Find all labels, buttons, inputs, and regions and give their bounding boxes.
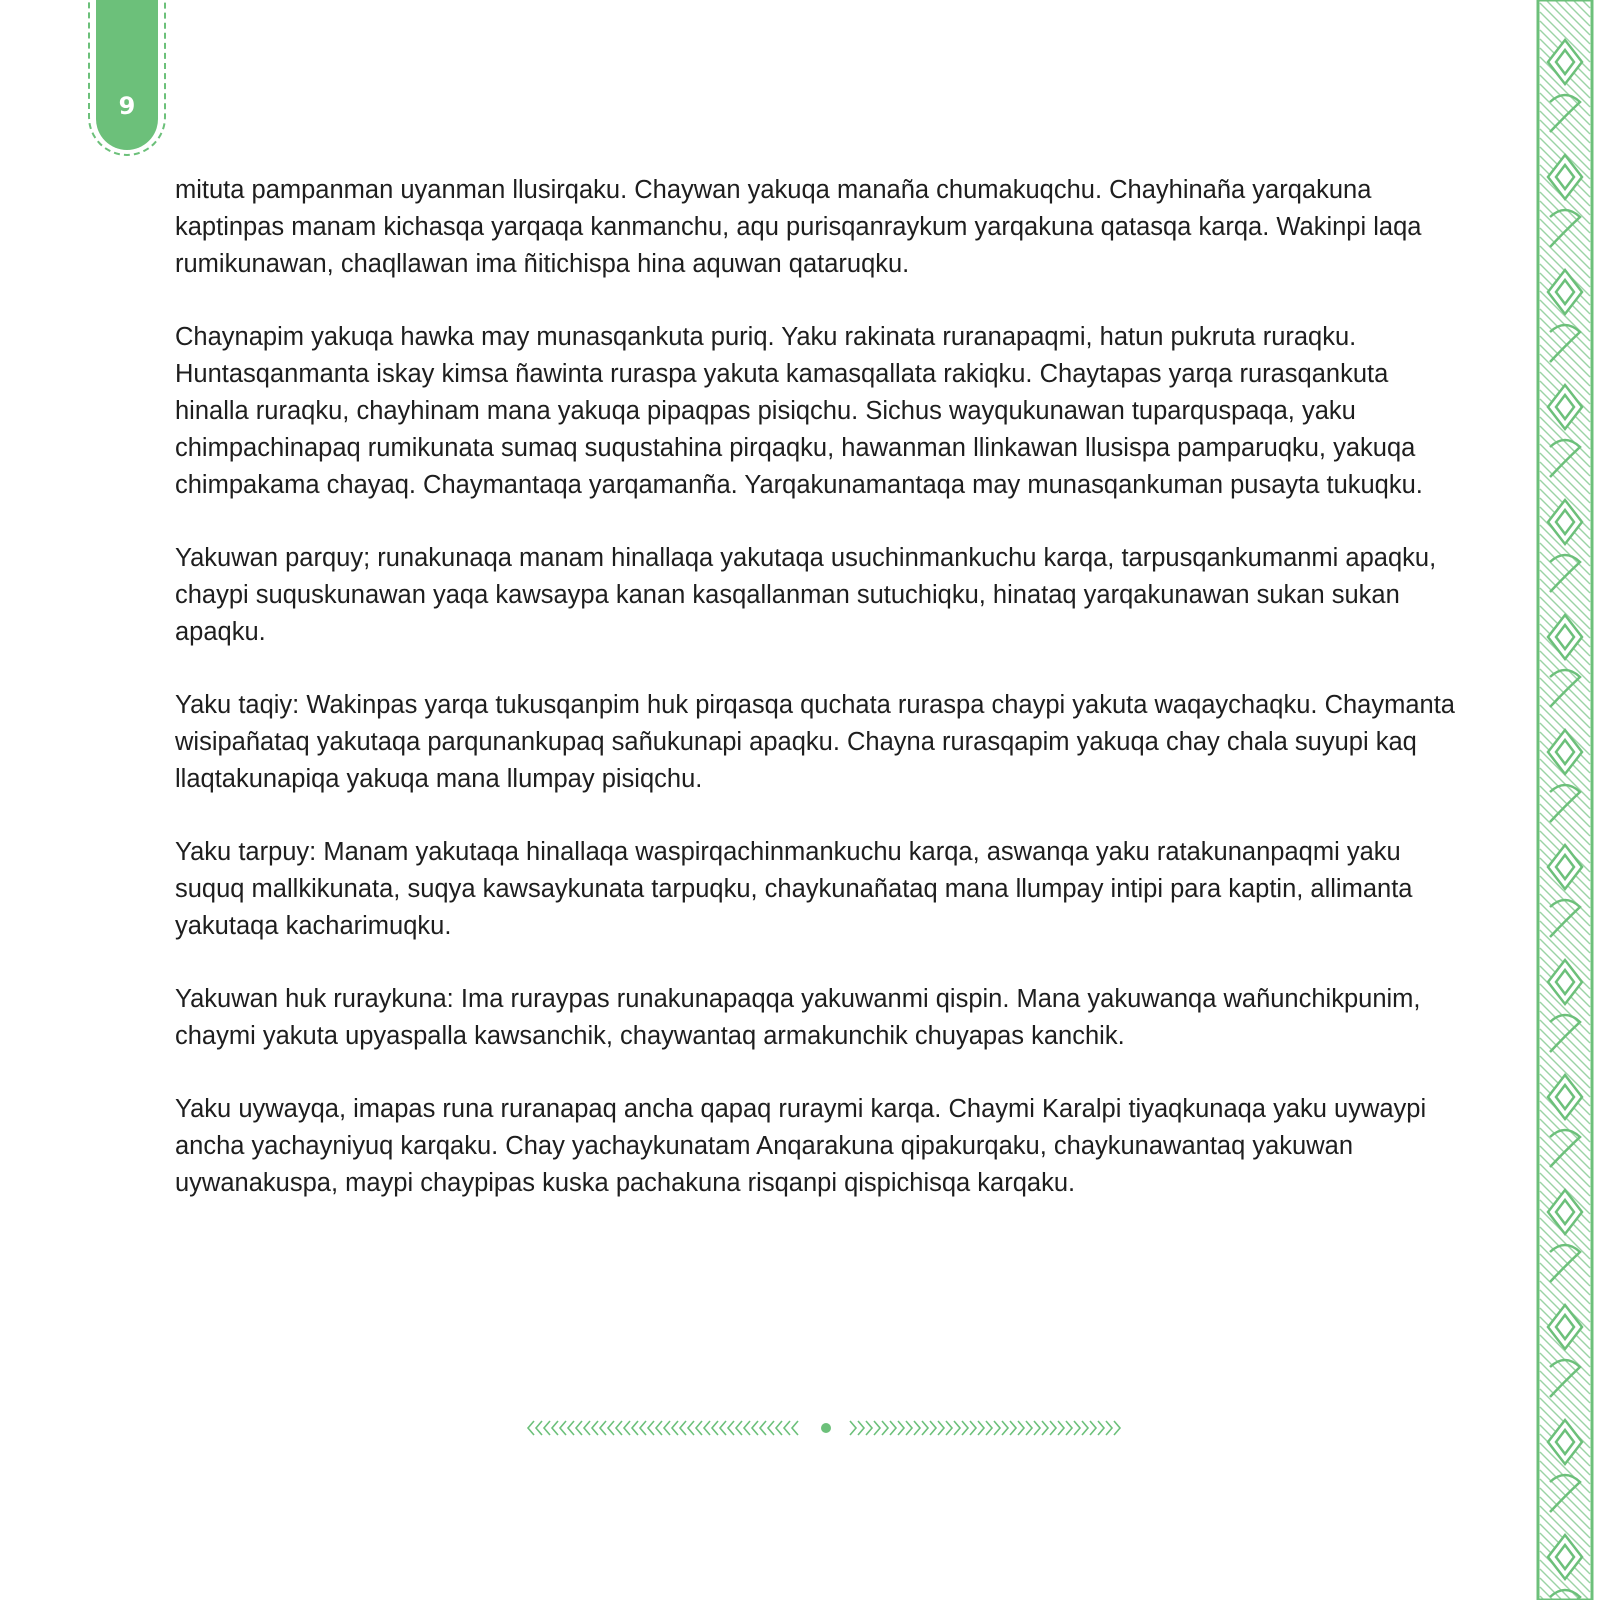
chevron-mark	[528, 1421, 534, 1435]
chevron-mark	[1050, 1421, 1056, 1435]
paragraph-6	[175, 981, 1460, 1055]
chevron-mark	[632, 1421, 638, 1435]
chevron-mark	[1042, 1421, 1048, 1435]
chevron-mark	[720, 1421, 726, 1435]
chevron-mark	[946, 1421, 952, 1435]
chevron-mark	[858, 1421, 864, 1435]
chevron-mark	[560, 1421, 566, 1435]
page-number: 9	[118, 92, 136, 120]
chevron-mark	[600, 1421, 606, 1435]
chevron-mark	[1002, 1421, 1008, 1435]
chevron-mark	[898, 1421, 904, 1435]
chevron-mark	[648, 1421, 654, 1435]
paragraph-text: Wakinpas yarqa tukusqanpim huk pirqasqa quchata ruraspa chaypi yakuta waqaychaqku. Chaymanta wisipañataq yakutaqa parqunankupaq sañukunapi apaqku. Chayna rurasqapim yakuqa chay chala suyupi kaq llaqtakunapiqa yakuqa mana llumpay pisiqchu.	[175, 691, 1455, 793]
paragraph-lead: Yaku taqiy:	[175, 691, 300, 719]
ornament-divider	[520, 1418, 1130, 1438]
chevron-mark	[1090, 1421, 1096, 1435]
decorative-border	[1530, 0, 1600, 1600]
paragraph-5	[175, 834, 1460, 945]
chevron-mark	[906, 1421, 912, 1435]
chevron-mark	[1058, 1421, 1064, 1435]
paragraph-2: Chaynapim yakuqa hawka may munasqankuta puriq. Yaku rakinata ruranapaqmi, hatun pukruta ruraqku. Huntasqanmanta iskay kimsa ñawinta ruraspa yakuta kamasqallata rakiqku. Chaytapas yarqa rurasqankuta hinalla ruraqku, chayhinam mana yakuqa pipaqpas pisiqchu. Sichus wayqukunawan tuparquspaqa, yaku chimpachinapaq rumikunata sumaq suqustahina pirqaqku, hawanman llinkawan llusispa pamparuqku, yakuqa chimpakama chayaq. Chaymantaqa yarqamanña. Yarqakunamantaqa may munasqankuman pusayta tukuqku.	[175, 323, 1423, 499]
chevron-mark	[1074, 1421, 1080, 1435]
chevron-mark	[962, 1421, 968, 1435]
body-text	[175, 172, 1460, 1238]
chevron-mark	[760, 1421, 766, 1435]
chevron-mark	[744, 1421, 750, 1435]
chevron-mark	[922, 1421, 928, 1435]
chevron-mark	[664, 1421, 670, 1435]
chevron-mark	[584, 1421, 590, 1435]
chevron-mark	[1010, 1421, 1016, 1435]
chevron-mark	[696, 1421, 702, 1435]
chevron-mark	[752, 1421, 758, 1435]
chevron-mark	[792, 1421, 798, 1435]
paragraph-lead: Yakuwan parquy;	[175, 544, 371, 572]
paragraph-text: runakunaqa manam hinallaqa yakutaqa usuchinmankuchu karqa, tarpusqankumanmi apaqku, chaypi suquskunawan yaqa kawsaypa kanan kasqallanman sutuchiqku, hinataq yarqakunawan sukan sukan apaqku.	[175, 544, 1437, 646]
chevron-mark	[680, 1421, 686, 1435]
chevron-mark	[1018, 1421, 1024, 1435]
chevron-mark	[592, 1421, 598, 1435]
chevron-mark	[1026, 1421, 1032, 1435]
chevron-left-row	[528, 1421, 798, 1435]
chevron-mark	[954, 1421, 960, 1435]
chevron-mark	[568, 1421, 574, 1435]
chevron-mark	[688, 1421, 694, 1435]
chevron-mark	[544, 1421, 550, 1435]
chevron-right-row	[850, 1421, 1120, 1435]
chevron-mark	[704, 1421, 710, 1435]
chevron-mark	[608, 1421, 614, 1435]
chevron-mark	[728, 1421, 734, 1435]
chevron-mark	[624, 1421, 630, 1435]
chevron-mark	[1098, 1421, 1104, 1435]
chevron-mark	[1034, 1421, 1040, 1435]
paragraph-1: mituta pampanman uyanman llusirqaku. Chaywan yakuqa manaña chumakuqchu. Chayhinaña yarqakuna kaptinpas manam kichasqa yarqaqa kanmanchu, aqu purisqanraykum yarqakuna qatasqa karqa. Wakinpi laqa rumikunawan, chaqllawan ima ñitichispa hina aquwan qataruqku.	[175, 176, 1422, 278]
chevron-mark	[1114, 1421, 1120, 1435]
chevron-mark	[640, 1421, 646, 1435]
chevron-mark	[882, 1421, 888, 1435]
chevron-mark	[874, 1421, 880, 1435]
chevron-mark	[930, 1421, 936, 1435]
chevron-mark	[656, 1421, 662, 1435]
chevron-mark	[914, 1421, 920, 1435]
chevron-mark	[1066, 1421, 1072, 1435]
paragraph-7: Yaku uywayqa, imapas runa ruranapaq ancha qapaq ruraymi karqa. Chaymi Karalpi tiyaqkunaqa yaku uywaypi ancha yachayniyuq karqaku. Chay yachaykunatam Anqarakuna qipakurqaku, chaykunawantaq yakuwan uywanakuspa, maypi chaypipas kuska pachakuna risqanpi qispichisqa karqaku.	[175, 1095, 1427, 1197]
chevron-mark	[784, 1421, 790, 1435]
chevron-mark	[970, 1421, 976, 1435]
chevron-mark	[616, 1421, 622, 1435]
chevron-mark	[712, 1421, 718, 1435]
chevron-mark	[768, 1421, 774, 1435]
chevron-mark	[552, 1421, 558, 1435]
chevron-mark	[890, 1421, 896, 1435]
chevron-mark	[1106, 1421, 1112, 1435]
paragraph-lead: Yakuwan huk ruraykuna:	[175, 985, 454, 1013]
chevron-mark	[672, 1421, 678, 1435]
chevron-mark	[850, 1421, 856, 1435]
chevron-mark	[866, 1421, 872, 1435]
chevron-mark	[576, 1421, 582, 1435]
chevron-mark	[536, 1421, 542, 1435]
chevron-mark	[736, 1421, 742, 1435]
chevron-mark	[1082, 1421, 1088, 1435]
chevron-mark	[978, 1421, 984, 1435]
chevron-mark	[994, 1421, 1000, 1435]
page-tab	[96, 0, 158, 150]
paragraph-4	[175, 687, 1460, 798]
paragraph-text: Manam yakutaqa hinallaqa waspirqachinmankuchu karqa, aswanqa yaku ratakunanpaqmi yaku suquq mallkikunata, suqya kawsaykunata tarpuqku, chaykunañataq mana llumpay intipi para kaptin, allimanta yakutaqa kacharimuqku.	[175, 838, 1413, 940]
chevron-mark	[938, 1421, 944, 1435]
divider-dot	[821, 1423, 831, 1433]
paragraph-text: Ima ruraypas runakunapaqqa yakuwanmi qispin. Mana yakuwanqa wañunchikpunim, chaymi yakuta upyaspalla kawsanchik, chaywantaq armakunchik chuyapas kanchik.	[175, 985, 1421, 1050]
chevron-mark	[776, 1421, 782, 1435]
paragraph-lead: Yaku tarpuy:	[175, 838, 317, 866]
chevron-mark	[986, 1421, 992, 1435]
paragraph-3	[175, 540, 1460, 651]
